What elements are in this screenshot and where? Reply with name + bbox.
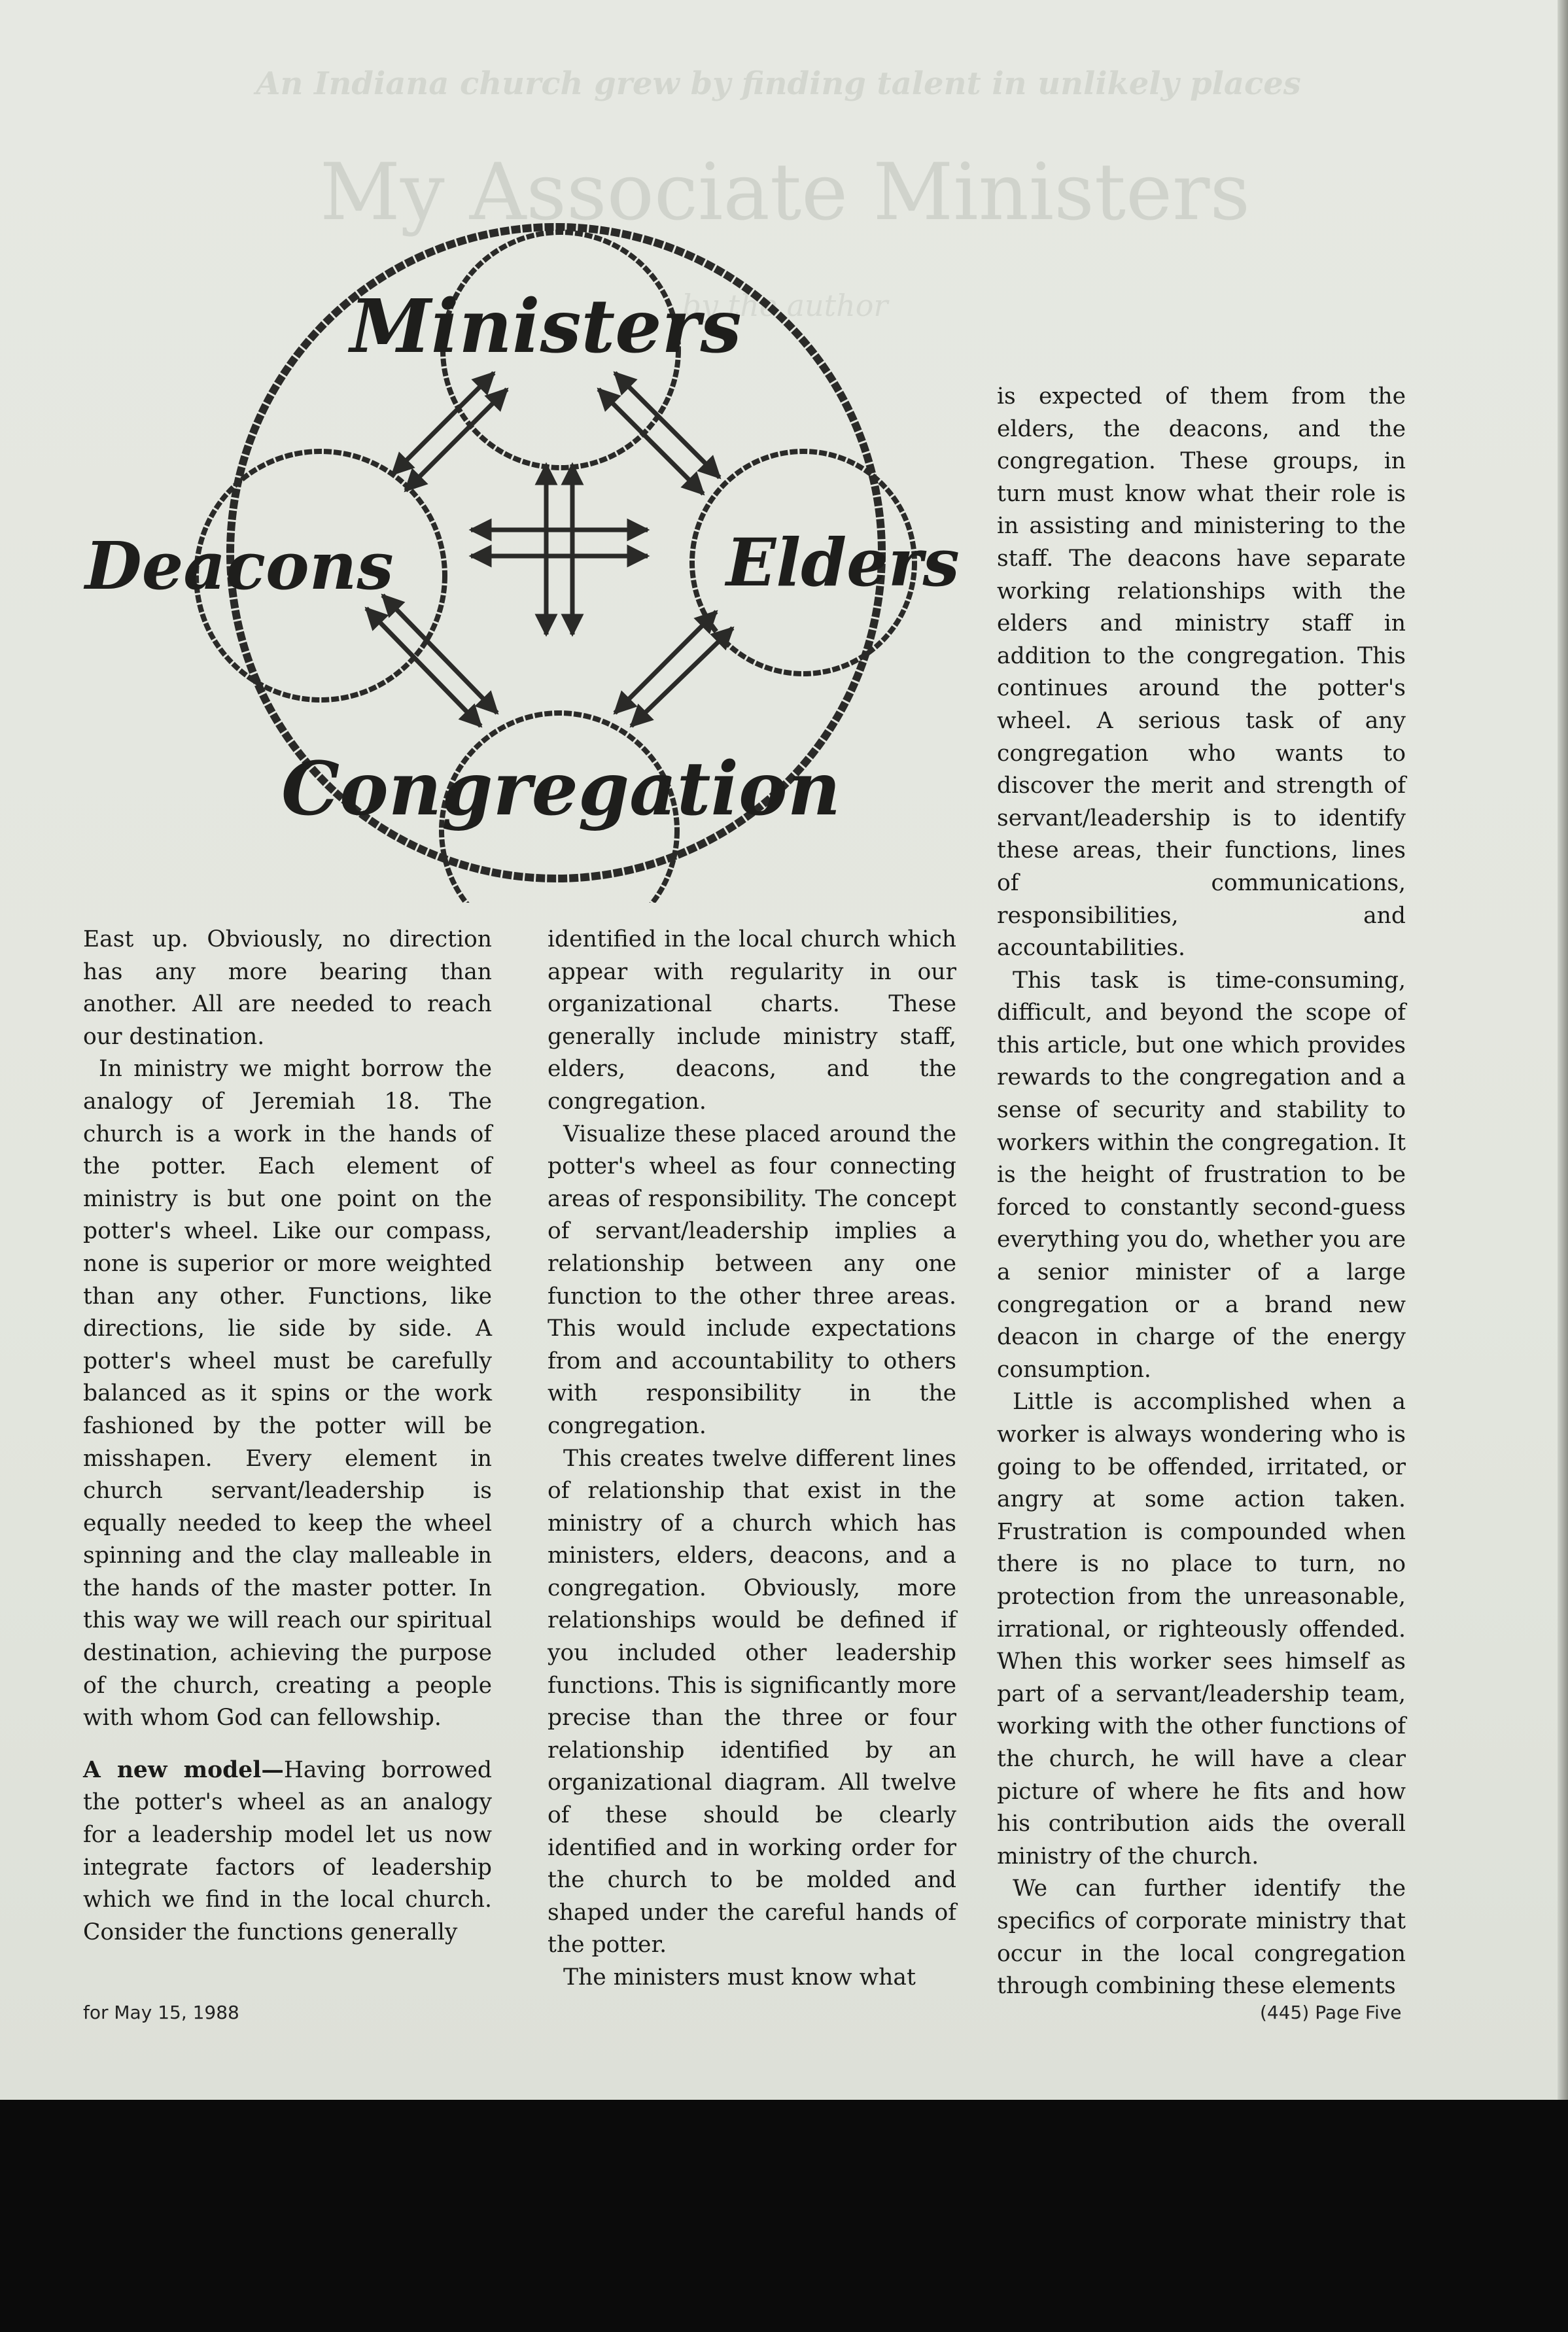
paragraph: identified in the local church which appear with regularity in our organizational charts. These generally include ministry staff, elders, deacons, and the congregation.: [548, 926, 956, 1115]
text-column-1: [83, 924, 492, 1949]
text-column-3: [997, 381, 1406, 2003]
paragraph: is expected of them from the elders, the deacons, and the congregation. These groups, in turn must know what their role is in assisting and ministering to the staff. The deacons have separate working relationships with the elders and ministry staff in addition to the congregation. This continues around the potter's wheel. A serious task of any congregation who wants to discover the merit and strength of servant/leadership is to identify these areas, their functions, lines of communications, responsibilities, and accountabilities.: [997, 383, 1406, 962]
paragraph: This task is time-consuming, difficult, and beyond the scope of this article, but one which provides rewards to the congregation and a sense of security and stability to workers within the congregation. It is the height of frustration to be forced to constantly second-guess everything you do, whether you are a senior minister of a large congregation or a brand new deacon in charge of the energy consumption.: [997, 967, 1406, 1383]
show-through-title: My Associate Ministers: [319, 147, 1251, 238]
footer-page-number: (445) Page Five: [1260, 2002, 1402, 2023]
paragraph: Little is accomplished when a worker is always wondering who is going to be offended, irritated, or angry at some action taken. Frustration is compounded when there is no place to turn, no protection from the unreasonable, irrational, or righteously offended. When this worker sees himself as part of a servant/leadership team, working with the other functions of the church, he will have a clear picture of where he fits and how his contribution aids the overall ministry of the church.: [997, 1389, 1406, 1870]
potters-wheel-diagram: [65, 209, 981, 903]
page-edge-shadow: [1558, 0, 1568, 2100]
scan-background: [0, 2100, 1568, 2332]
relationship-arrows: [366, 373, 733, 726]
section-paragraph: [83, 1754, 492, 1949]
deacons-label: Deacons: [85, 527, 394, 604]
elders-label: Elders: [726, 524, 960, 601]
congregation-label: Congregation: [281, 746, 841, 832]
section-text: Having borrowed the potter's wheel as an analogy for a leadership model let us now integrate factors of leadership which we find in the local church. Consider the functions generally: [83, 1756, 492, 1945]
section-heading: A new model—: [83, 1756, 284, 1783]
show-through-kicker: An Indiana church grew by finding talent in unlikely places: [256, 65, 1301, 102]
paragraph: We can further identify the specifics of corporate ministry that occur in the local congregation through combining these elements: [997, 1875, 1406, 2000]
footer-date: for May 15, 1988: [83, 2002, 239, 2023]
paragraph: This creates twelve different lines of relationship that exist in the ministry of a church which has ministers, elders, deacons, and a congregation. Obviously, more relationships would be defined if you included other leadership functions. This is significantly more precise than the three or four relationship identified by an organizational diagram. All twelve of these should be clearly identified and in working order for the church to be molded and shaped under the careful hands of the potter.: [548, 1445, 956, 1958]
paragraph: The ministers must know what: [563, 1964, 916, 1991]
show-through-byline: by the author: [682, 288, 888, 323]
paragraph: In ministry we might borrow the analogy of Jeremiah 18. The church is a work in the hands of the potter. Each element of ministry is but one point on the potter's wheel. Like our compass, none is superior or more weighted than any other. Functions, like directions, lie side by side. A potter's wheel must be carefully balanced as it spins or the work fashioned by the potter will be misshapen. Every element in church servant/leadership is equally needed to keep the wheel spinning and the clay malleable in the hands of the master potter. In this way we will reach our spiritual destination, achieving the purpose of the church, creating a people with whom God can fellowship.: [83, 1056, 492, 1732]
paragraph: East up. Obviously, no direction has any more bearing than another. All are needed to reach our destination.: [83, 926, 492, 1050]
paragraph: Visualize these placed around the potter's wheel as four connecting areas of responsibility. The concept of servant/leadership implies a relationship between any one function to the other three areas. This would include expectations from and accountability to others with responsibility in the congregation.: [548, 1121, 956, 1439]
text-column-2: [548, 924, 956, 1994]
ministers-label: Ministers: [350, 284, 742, 370]
